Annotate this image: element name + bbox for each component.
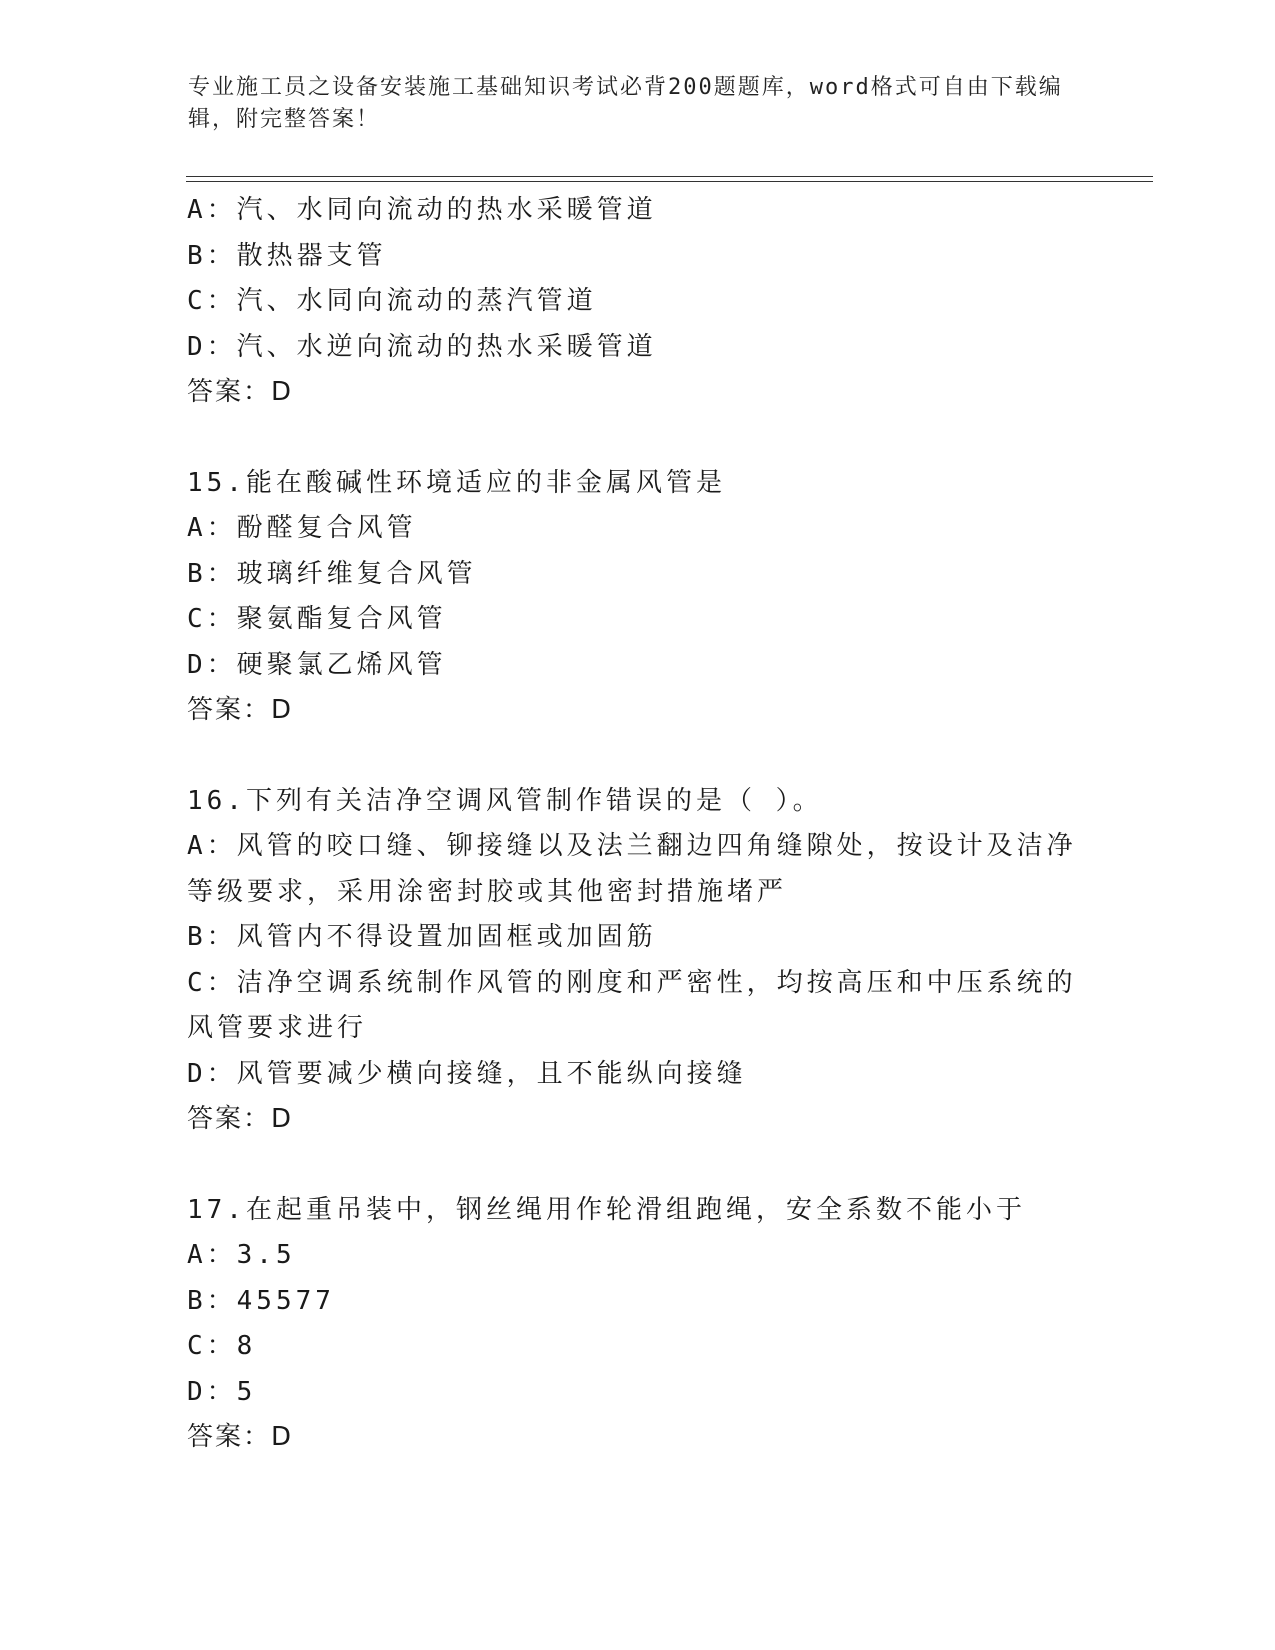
question-15	[187, 461, 1087, 734]
option-d: D：风管要减少横向接缝，且不能纵向接缝	[187, 1058, 747, 1089]
spacer	[187, 416, 1087, 461]
option-c: C：汽、水同向流动的蒸汽管道	[187, 286, 597, 316]
option-a: A：酚醛复合风管	[187, 513, 417, 543]
question-14	[187, 188, 1087, 416]
option-d: D：5	[187, 1376, 257, 1407]
question-17	[187, 1188, 1087, 1461]
option-b: B：玻璃纤维复合风管	[187, 558, 477, 589]
question-16	[187, 779, 1087, 1143]
option-b: B：散热器支管	[187, 240, 387, 271]
spacer	[187, 734, 1087, 779]
page-header: 专业施工员之设备安装施工基础知识考试必背200题题库，word格式可自由下载编辑，附完整答案！	[188, 75, 1063, 132]
answer: 答案：D	[187, 1422, 294, 1452]
option-b: B：风管内不得设置加固框或加固筋	[187, 922, 657, 952]
spacer	[187, 1143, 1087, 1188]
answer: 答案：D	[187, 695, 294, 725]
option-b: B：45577	[187, 1285, 335, 1316]
option-d: D：硬聚氯乙烯风管	[187, 649, 447, 680]
option-c: C：8	[187, 1331, 257, 1361]
question-list	[187, 188, 1087, 1461]
option-c: C：聚氨酯复合风管	[187, 604, 447, 634]
answer: 答案：D	[187, 377, 294, 407]
option-d: D：汽、水逆向流动的热水采暖管道	[187, 331, 657, 362]
question-text: 15.能在酸碱性环境适应的非金属风管是	[187, 467, 726, 498]
option-a: A：汽、水同向流动的热水采暖管道	[187, 195, 657, 225]
header-rule-bottom	[186, 181, 1153, 182]
question-text: 16.下列有关洁净空调风管制作错误的是（ ）。	[187, 785, 823, 816]
option-a: A：3.5	[187, 1240, 296, 1270]
answer: 答案：D	[187, 1104, 294, 1134]
option-a: A：风管的咬口缝、铆接缝以及法兰翻边四角缝隙处，按设计及洁净等级要求，采用涂密封胶或其他密封措施堵严	[187, 831, 1077, 907]
question-text: 17.在起重吊装中，钢丝绳用作轮滑组跑绳，安全系数不能小于	[187, 1194, 1026, 1225]
option-c: C：洁净空调系统制作风管的刚度和严密性，均按高压和中压系统的风管要求进行	[187, 967, 1077, 1043]
header-rule-top	[186, 176, 1153, 177]
